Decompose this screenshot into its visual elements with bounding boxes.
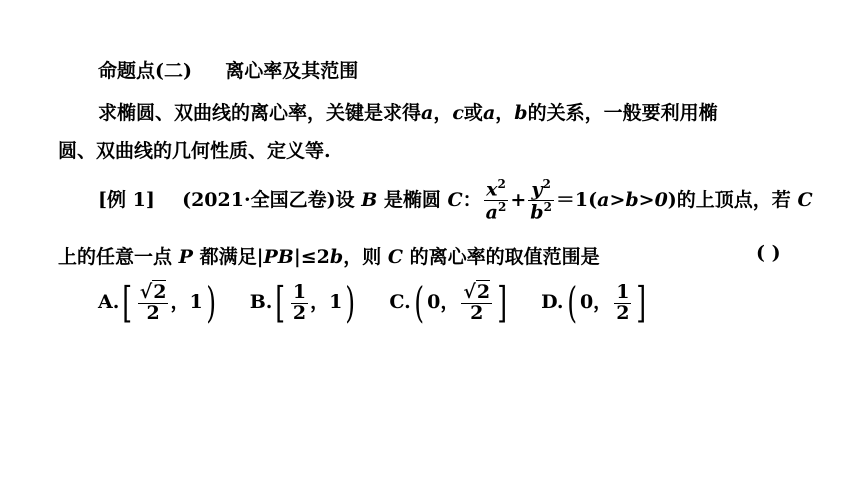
numerator: 1: [616, 280, 630, 303]
var-a: a: [421, 102, 434, 124]
option-letter: B.: [249, 291, 273, 313]
intro-text: 圆、双曲线的几何性质、定义等.: [58, 140, 331, 162]
intro-line-2: [58, 136, 331, 163]
options-row: [98, 278, 674, 327]
exponent: 2: [497, 177, 506, 191]
option-letter: C.: [389, 291, 411, 313]
sep: ，: [433, 102, 453, 124]
example-text: 上的任意一点: [58, 246, 173, 268]
section-heading: [98, 56, 358, 83]
comma: ，: [440, 291, 460, 313]
example-source: (2021·全国乙卷): [182, 188, 336, 211]
var-P: P: [178, 246, 193, 268]
var-c: c: [452, 102, 464, 124]
radicand: 2: [153, 280, 167, 303]
denominator: 2: [461, 303, 492, 324]
fraction-x2-a2: [484, 178, 509, 224]
var-a: a: [485, 201, 498, 224]
example-text: 都满足|: [199, 246, 264, 268]
denominator: 2: [616, 301, 630, 324]
option-c[interactable]: [389, 278, 510, 327]
condition: a>b>0: [597, 188, 668, 211]
var-B: B: [361, 188, 378, 211]
option-letter: A.: [98, 291, 120, 313]
exponent: 2: [543, 200, 552, 215]
colon: ：: [462, 188, 482, 211]
denominator: 2: [138, 303, 169, 324]
bracket: [: [275, 278, 286, 327]
var-a: a: [482, 102, 496, 124]
denominator: 2: [292, 301, 307, 324]
exponent: 2: [497, 200, 507, 215]
fraction-1-2: [291, 280, 308, 324]
exponent: 2: [542, 177, 551, 191]
fraction-1-2: [614, 280, 631, 324]
example-text: 的离心率的取值范围是: [409, 246, 600, 268]
var-C: C: [797, 188, 813, 211]
example-text: |≤2: [293, 246, 330, 268]
example-tag: [例 1]: [98, 188, 155, 211]
option-letter: D.: [541, 291, 564, 313]
bracket: ): [206, 278, 216, 327]
bound-value: 1: [329, 291, 343, 313]
option-d[interactable]: [541, 278, 650, 327]
bracket: [: [122, 278, 133, 327]
radicand: 2: [476, 280, 491, 303]
option-a[interactable]: [98, 278, 219, 327]
var-C: C: [387, 246, 403, 268]
example-text: 设: [335, 188, 355, 211]
answer-parens: ( ): [756, 242, 781, 264]
bracket: ]: [636, 278, 647, 327]
example-line-2: [58, 242, 600, 269]
comma: ，: [170, 291, 190, 313]
numerator: 1: [292, 280, 307, 303]
bound-value: 1: [189, 291, 203, 313]
fraction-sqrt2-2: $\frac{√2}{2}$: [139, 280, 167, 324]
comma: ，: [593, 291, 613, 313]
heading-label: 命题点(二): [98, 60, 192, 82]
fraction-sqrt2-2: $\frac{√2}{2}$: [463, 280, 491, 324]
bound-value: 0: [579, 291, 594, 313]
example-text: 是椭圆: [383, 188, 441, 211]
var-PB: PB: [263, 246, 294, 268]
example-text: 的上顶点，若: [676, 188, 791, 211]
equation-rest: ＝1(: [555, 188, 598, 211]
var-x: x: [486, 178, 498, 201]
var-b: b: [530, 201, 544, 224]
intro-text: 求椭圆、双曲线的离心率，关键是求得: [98, 102, 422, 124]
plus-sign: +: [510, 188, 527, 211]
fraction-y2-b2: [528, 178, 554, 224]
var-C: C: [447, 188, 463, 211]
bracket: (: [414, 278, 424, 327]
var-b: b: [329, 246, 344, 268]
intro-line-1: [98, 98, 718, 125]
or-text: 或: [463, 102, 483, 124]
var-y: y: [531, 178, 543, 201]
bracket: ): [345, 278, 356, 327]
bracket: (: [566, 278, 577, 327]
sep: ，: [495, 102, 515, 124]
bracket: ]: [497, 278, 508, 327]
var-b: b: [514, 102, 528, 124]
intro-text: 的关系，一般要利用椭: [527, 102, 718, 124]
example-line-1: [98, 178, 813, 224]
option-b[interactable]: [249, 278, 359, 327]
bound-value: 0: [427, 291, 441, 313]
heading-title: 离心率及其范围: [225, 60, 359, 82]
answer-blank: [756, 242, 781, 264]
paren: ): [667, 188, 677, 211]
comma: ，: [310, 291, 330, 313]
example-text: ，则: [343, 246, 382, 268]
